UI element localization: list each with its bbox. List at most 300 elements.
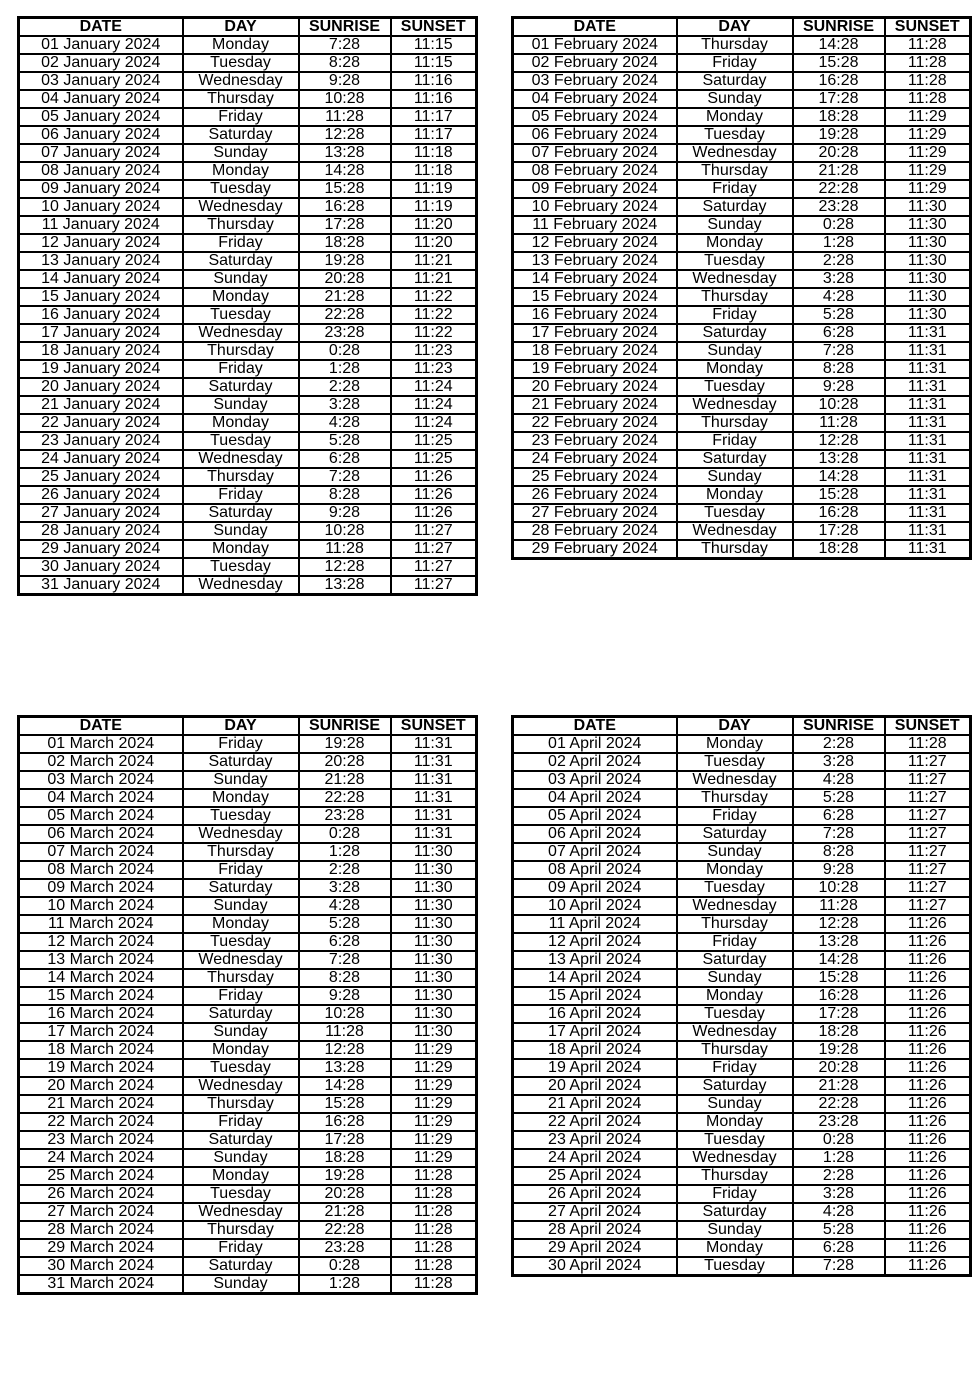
table-row xyxy=(19,522,477,540)
sunrise-cell: 18:28 xyxy=(299,234,391,252)
table-row xyxy=(513,486,971,504)
date-cell: 17 February 2024 xyxy=(513,324,677,342)
sunset-cell: 11:26 xyxy=(885,1221,971,1239)
sunset-cell: 11:26 xyxy=(885,1077,971,1095)
sunset-cell: 11:27 xyxy=(885,843,971,861)
sunrise-cell: 14:28 xyxy=(299,1077,391,1095)
table-row xyxy=(19,540,477,558)
date-cell: 22 April 2024 xyxy=(513,1113,677,1131)
table-row xyxy=(513,897,971,915)
date-cell: 25 January 2024 xyxy=(19,468,183,486)
day-cell: Sunday xyxy=(677,969,793,987)
day-cell: Thursday xyxy=(677,288,793,306)
date-cell: 09 March 2024 xyxy=(19,879,183,897)
sunset-cell: 11:24 xyxy=(391,378,477,396)
table-row xyxy=(513,1221,971,1239)
date-cell: 06 February 2024 xyxy=(513,126,677,144)
table-row xyxy=(19,1095,477,1113)
sunset-cell: 11:27 xyxy=(885,861,971,879)
sunrise-cell: 18:28 xyxy=(299,1149,391,1167)
sunrise-cell: 21:28 xyxy=(793,1077,885,1095)
sunset-cell: 11:30 xyxy=(885,288,971,306)
date-cell: 13 March 2024 xyxy=(19,951,183,969)
date-cell: 06 April 2024 xyxy=(513,825,677,843)
header-date: DATE xyxy=(19,18,183,37)
day-cell: Tuesday xyxy=(183,558,299,576)
table-row xyxy=(513,360,971,378)
header-day: DAY xyxy=(183,18,299,37)
day-cell: Thursday xyxy=(677,162,793,180)
sunset-cell: 11:26 xyxy=(885,1239,971,1257)
date-cell: 28 January 2024 xyxy=(19,522,183,540)
date-cell: 11 January 2024 xyxy=(19,216,183,234)
sunrise-cell: 3:28 xyxy=(299,879,391,897)
day-cell: Sunday xyxy=(183,396,299,414)
sunset-cell: 11:31 xyxy=(391,807,477,825)
sunset-cell: 11:19 xyxy=(391,198,477,216)
sunset-cell: 11:21 xyxy=(391,270,477,288)
table-row xyxy=(19,1167,477,1185)
sunset-cell: 11:18 xyxy=(391,162,477,180)
sunrise-cell: 15:28 xyxy=(299,1095,391,1113)
date-cell: 21 March 2024 xyxy=(19,1095,183,1113)
date-cell: 24 March 2024 xyxy=(19,1149,183,1167)
table-row xyxy=(513,879,971,897)
table-row xyxy=(513,969,971,987)
day-cell: Tuesday xyxy=(183,1059,299,1077)
date-cell: 04 April 2024 xyxy=(513,789,677,807)
sunset-cell: 11:31 xyxy=(885,360,971,378)
day-cell: Thursday xyxy=(677,789,793,807)
sunrise-cell: 1:28 xyxy=(793,234,885,252)
date-cell: 24 January 2024 xyxy=(19,450,183,468)
date-cell: 01 March 2024 xyxy=(19,735,183,753)
sunset-cell: 11:30 xyxy=(391,843,477,861)
date-cell: 11 April 2024 xyxy=(513,915,677,933)
sunset-cell: 11:26 xyxy=(885,1149,971,1167)
table-row xyxy=(19,1149,477,1167)
day-cell: Sunday xyxy=(677,90,793,108)
sunrise-cell: 21:28 xyxy=(299,1203,391,1221)
date-cell: 08 February 2024 xyxy=(513,162,677,180)
sunset-cell: 11:27 xyxy=(885,879,971,897)
sunrise-cell: 4:28 xyxy=(299,897,391,915)
date-cell: 30 January 2024 xyxy=(19,558,183,576)
day-cell: Thursday xyxy=(677,915,793,933)
day-cell: Tuesday xyxy=(677,504,793,522)
table-row xyxy=(513,1185,971,1203)
sunrise-cell: 11:28 xyxy=(793,897,885,915)
date-cell: 18 March 2024 xyxy=(19,1041,183,1059)
date-cell: 26 March 2024 xyxy=(19,1185,183,1203)
sunset-cell: 11:31 xyxy=(391,753,477,771)
day-cell: Friday xyxy=(677,1185,793,1203)
day-cell: Tuesday xyxy=(183,807,299,825)
day-cell: Tuesday xyxy=(183,306,299,324)
sunrise-cell: 4:28 xyxy=(299,414,391,432)
day-cell: Thursday xyxy=(677,540,793,559)
date-cell: 23 March 2024 xyxy=(19,1131,183,1149)
sunset-cell: 11:30 xyxy=(391,951,477,969)
sunrise-cell: 2:28 xyxy=(299,378,391,396)
sunset-cell: 11:26 xyxy=(885,1041,971,1059)
date-cell: 01 January 2024 xyxy=(19,36,183,54)
day-cell: Sunday xyxy=(677,1221,793,1239)
day-cell: Monday xyxy=(183,789,299,807)
date-cell: 06 March 2024 xyxy=(19,825,183,843)
table-row xyxy=(513,1203,971,1221)
table-row xyxy=(19,126,477,144)
date-cell: 05 February 2024 xyxy=(513,108,677,126)
day-cell: Saturday xyxy=(183,378,299,396)
date-cell: 07 April 2024 xyxy=(513,843,677,861)
date-cell: 29 February 2024 xyxy=(513,540,677,559)
sunset-cell: 11:30 xyxy=(885,306,971,324)
date-cell: 03 February 2024 xyxy=(513,72,677,90)
sunset-cell: 11:26 xyxy=(885,1113,971,1131)
sunrise-cell: 9:28 xyxy=(793,378,885,396)
sunrise-cell: 19:28 xyxy=(299,735,391,753)
table-row xyxy=(19,162,477,180)
sunset-cell: 11:17 xyxy=(391,126,477,144)
sunset-cell: 11:26 xyxy=(885,951,971,969)
sunrise-cell: 7:28 xyxy=(299,36,391,54)
sunset-cell: 11:29 xyxy=(391,1077,477,1095)
day-cell: Friday xyxy=(677,807,793,825)
header-day: DAY xyxy=(677,18,793,37)
table-row xyxy=(19,54,477,72)
sunrise-cell: 8:28 xyxy=(299,54,391,72)
sunset-cell: 11:27 xyxy=(885,789,971,807)
table-row xyxy=(513,735,971,753)
date-cell: 21 April 2024 xyxy=(513,1095,677,1113)
sunset-cell: 11:29 xyxy=(391,1059,477,1077)
day-cell: Saturday xyxy=(183,1257,299,1275)
sunrise-cell: 20:28 xyxy=(793,1059,885,1077)
date-cell: 18 January 2024 xyxy=(19,342,183,360)
sunrise-cell: 20:28 xyxy=(299,1185,391,1203)
day-cell: Saturday xyxy=(183,126,299,144)
sunrise-cell: 12:28 xyxy=(793,915,885,933)
sunrise-cell: 22:28 xyxy=(299,789,391,807)
table-row xyxy=(19,180,477,198)
table-row xyxy=(513,753,971,771)
day-cell: Friday xyxy=(677,1059,793,1077)
sunrise-cell: 14:28 xyxy=(299,162,391,180)
sunset-cell: 11:27 xyxy=(885,771,971,789)
day-cell: Sunday xyxy=(183,522,299,540)
header-sunset: SUNSET xyxy=(391,18,477,37)
sunset-cell: 11:30 xyxy=(885,216,971,234)
sunset-cell: 11:18 xyxy=(391,144,477,162)
sunrise-cell: 4:28 xyxy=(793,1203,885,1221)
sunrise-cell: 11:28 xyxy=(793,414,885,432)
table-row xyxy=(513,126,971,144)
sunrise-cell: 5:28 xyxy=(793,1221,885,1239)
header-day: DAY xyxy=(183,717,299,736)
day-cell: Friday xyxy=(183,486,299,504)
header-date: DATE xyxy=(513,18,677,37)
date-cell: 15 February 2024 xyxy=(513,288,677,306)
table-row xyxy=(19,1023,477,1041)
sunrise-cell: 21:28 xyxy=(299,288,391,306)
date-cell: 03 January 2024 xyxy=(19,72,183,90)
date-cell: 09 April 2024 xyxy=(513,879,677,897)
sunrise-cell: 13:28 xyxy=(299,144,391,162)
february-table xyxy=(511,16,972,560)
date-cell: 07 March 2024 xyxy=(19,843,183,861)
date-cell: 15 March 2024 xyxy=(19,987,183,1005)
sunrise-cell: 1:28 xyxy=(299,1275,391,1294)
table-row xyxy=(513,180,971,198)
table-row xyxy=(19,270,477,288)
sunset-cell: 11:15 xyxy=(391,54,477,72)
day-cell: Friday xyxy=(183,735,299,753)
date-cell: 26 April 2024 xyxy=(513,1185,677,1203)
sunset-cell: 11:31 xyxy=(885,504,971,522)
sunset-cell: 11:30 xyxy=(391,861,477,879)
sunrise-cell: 23:28 xyxy=(793,198,885,216)
table-row xyxy=(19,72,477,90)
date-cell: 02 April 2024 xyxy=(513,753,677,771)
day-cell: Saturday xyxy=(677,450,793,468)
sunrise-cell: 22:28 xyxy=(793,1095,885,1113)
day-cell: Saturday xyxy=(183,753,299,771)
table-row xyxy=(19,735,477,753)
table-row xyxy=(19,1239,477,1257)
sunset-cell: 11:27 xyxy=(885,807,971,825)
table-row xyxy=(19,843,477,861)
date-cell: 20 February 2024 xyxy=(513,378,677,396)
day-cell: Thursday xyxy=(677,1167,793,1185)
table-row xyxy=(19,216,477,234)
table-row xyxy=(513,522,971,540)
sunset-cell: 11:27 xyxy=(391,576,477,595)
date-cell: 15 January 2024 xyxy=(19,288,183,306)
table-row xyxy=(19,1113,477,1131)
table-row xyxy=(19,1059,477,1077)
day-cell: Wednesday xyxy=(677,1149,793,1167)
sunset-cell: 11:29 xyxy=(391,1041,477,1059)
sunset-cell: 11:22 xyxy=(391,324,477,342)
table-row xyxy=(19,360,477,378)
sunset-cell: 11:31 xyxy=(391,825,477,843)
table-row xyxy=(19,1131,477,1149)
sunrise-cell: 11:28 xyxy=(299,108,391,126)
header-sunrise: SUNRISE xyxy=(299,717,391,736)
table-row xyxy=(513,861,971,879)
sunset-cell: 11:26 xyxy=(885,1203,971,1221)
date-cell: 12 March 2024 xyxy=(19,933,183,951)
day-cell: Friday xyxy=(183,1113,299,1131)
sunrise-cell: 3:28 xyxy=(793,270,885,288)
sunset-cell: 11:25 xyxy=(391,450,477,468)
day-cell: Wednesday xyxy=(183,1077,299,1095)
day-cell: Thursday xyxy=(183,1095,299,1113)
table-row xyxy=(19,486,477,504)
table-row xyxy=(513,54,971,72)
sunrise-cell: 10:28 xyxy=(299,90,391,108)
day-cell: Friday xyxy=(677,933,793,951)
day-cell: Tuesday xyxy=(183,180,299,198)
day-cell: Tuesday xyxy=(183,54,299,72)
day-cell: Thursday xyxy=(183,342,299,360)
day-cell: Saturday xyxy=(677,324,793,342)
day-cell: Wednesday xyxy=(677,270,793,288)
date-cell: 10 March 2024 xyxy=(19,897,183,915)
sunrise-cell: 22:28 xyxy=(793,180,885,198)
sunset-cell: 11:29 xyxy=(885,144,971,162)
date-cell: 12 January 2024 xyxy=(19,234,183,252)
date-cell: 03 April 2024 xyxy=(513,771,677,789)
table-row xyxy=(513,1149,971,1167)
date-cell: 16 January 2024 xyxy=(19,306,183,324)
table-row xyxy=(19,1275,477,1294)
sunset-cell: 11:28 xyxy=(391,1203,477,1221)
sunrise-cell: 3:28 xyxy=(793,753,885,771)
sunrise-cell: 18:28 xyxy=(793,1023,885,1041)
sunrise-cell: 8:28 xyxy=(299,486,391,504)
header-sunrise: SUNRISE xyxy=(299,18,391,37)
day-cell: Monday xyxy=(183,915,299,933)
sun-times-table xyxy=(511,715,972,1277)
table-row xyxy=(513,1041,971,1059)
date-cell: 26 February 2024 xyxy=(513,486,677,504)
table-row xyxy=(513,771,971,789)
march-table xyxy=(17,715,478,1295)
day-cell: Monday xyxy=(677,234,793,252)
table-row xyxy=(19,933,477,951)
day-cell: Wednesday xyxy=(677,1023,793,1041)
sunrise-cell: 20:28 xyxy=(793,144,885,162)
day-cell: Saturday xyxy=(677,72,793,90)
date-cell: 04 February 2024 xyxy=(513,90,677,108)
day-cell: Friday xyxy=(183,1239,299,1257)
day-cell: Monday xyxy=(677,486,793,504)
sunset-cell: 11:28 xyxy=(885,735,971,753)
header-sunrise: SUNRISE xyxy=(793,18,885,37)
sunrise-cell: 12:28 xyxy=(299,558,391,576)
sunset-cell: 11:26 xyxy=(391,468,477,486)
date-cell: 31 March 2024 xyxy=(19,1275,183,1294)
sunrise-cell: 23:28 xyxy=(299,324,391,342)
sunset-cell: 11:28 xyxy=(391,1185,477,1203)
day-cell: Sunday xyxy=(183,1023,299,1041)
day-cell: Saturday xyxy=(183,1131,299,1149)
sunset-cell: 11:31 xyxy=(885,522,971,540)
sunrise-cell: 8:28 xyxy=(299,969,391,987)
date-cell: 26 January 2024 xyxy=(19,486,183,504)
date-cell: 27 January 2024 xyxy=(19,504,183,522)
sunrise-cell: 16:28 xyxy=(299,1113,391,1131)
day-cell: Sunday xyxy=(677,342,793,360)
date-cell: 19 January 2024 xyxy=(19,360,183,378)
header-row xyxy=(19,18,477,37)
table-row xyxy=(19,90,477,108)
day-cell: Tuesday xyxy=(183,432,299,450)
sunset-cell: 11:23 xyxy=(391,342,477,360)
date-cell: 17 March 2024 xyxy=(19,1023,183,1041)
date-cell: 02 January 2024 xyxy=(19,54,183,72)
table-row xyxy=(19,1005,477,1023)
sunrise-cell: 23:28 xyxy=(793,1113,885,1131)
day-cell: Thursday xyxy=(677,1041,793,1059)
day-cell: Tuesday xyxy=(677,879,793,897)
sunrise-cell: 6:28 xyxy=(793,324,885,342)
sunrise-cell: 2:28 xyxy=(793,735,885,753)
sunset-cell: 11:17 xyxy=(391,108,477,126)
date-cell: 04 January 2024 xyxy=(19,90,183,108)
header-sunset: SUNSET xyxy=(885,717,971,736)
day-cell: Friday xyxy=(183,861,299,879)
sunrise-cell: 23:28 xyxy=(299,807,391,825)
table-row xyxy=(19,108,477,126)
day-cell: Friday xyxy=(677,306,793,324)
date-cell: 03 March 2024 xyxy=(19,771,183,789)
table-row xyxy=(19,897,477,915)
date-cell: 28 April 2024 xyxy=(513,1221,677,1239)
day-cell: Monday xyxy=(183,288,299,306)
header-date: DATE xyxy=(19,717,183,736)
table-row xyxy=(513,1095,971,1113)
date-cell: 17 April 2024 xyxy=(513,1023,677,1041)
day-cell: Saturday xyxy=(183,252,299,270)
sunset-cell: 11:30 xyxy=(391,879,477,897)
table-row xyxy=(513,90,971,108)
date-cell: 19 March 2024 xyxy=(19,1059,183,1077)
sunset-cell: 11:26 xyxy=(885,1167,971,1185)
day-cell: Thursday xyxy=(183,468,299,486)
table-row xyxy=(19,969,477,987)
table-row xyxy=(513,843,971,861)
sunset-cell: 11:20 xyxy=(391,234,477,252)
sunset-cell: 11:31 xyxy=(885,414,971,432)
table-row xyxy=(513,504,971,522)
date-cell: 05 March 2024 xyxy=(19,807,183,825)
sunrise-cell: 14:28 xyxy=(793,951,885,969)
day-cell: Wednesday xyxy=(677,144,793,162)
date-cell: 14 January 2024 xyxy=(19,270,183,288)
day-cell: Wednesday xyxy=(183,825,299,843)
table-row xyxy=(513,216,971,234)
day-cell: Friday xyxy=(677,180,793,198)
sunset-cell: 11:31 xyxy=(391,771,477,789)
sunset-cell: 11:26 xyxy=(885,915,971,933)
date-cell: 16 March 2024 xyxy=(19,1005,183,1023)
day-cell: Thursday xyxy=(183,1221,299,1239)
date-cell: 11 February 2024 xyxy=(513,216,677,234)
table-row xyxy=(19,1185,477,1203)
sunrise-cell: 9:28 xyxy=(793,861,885,879)
date-cell: 25 March 2024 xyxy=(19,1167,183,1185)
table-row xyxy=(19,324,477,342)
date-cell: 31 January 2024 xyxy=(19,576,183,595)
table-row xyxy=(19,1077,477,1095)
sunrise-cell: 0:28 xyxy=(299,825,391,843)
sunrise-cell: 5:28 xyxy=(299,432,391,450)
date-cell: 01 April 2024 xyxy=(513,735,677,753)
sunrise-cell: 15:28 xyxy=(793,969,885,987)
date-cell: 18 February 2024 xyxy=(513,342,677,360)
table-row xyxy=(513,288,971,306)
sunrise-cell: 13:28 xyxy=(299,576,391,595)
sunrise-cell: 4:28 xyxy=(793,771,885,789)
day-cell: Wednesday xyxy=(677,771,793,789)
sunrise-cell: 14:28 xyxy=(793,36,885,54)
date-cell: 02 February 2024 xyxy=(513,54,677,72)
sunset-cell: 11:26 xyxy=(885,1059,971,1077)
day-cell: Saturday xyxy=(677,825,793,843)
